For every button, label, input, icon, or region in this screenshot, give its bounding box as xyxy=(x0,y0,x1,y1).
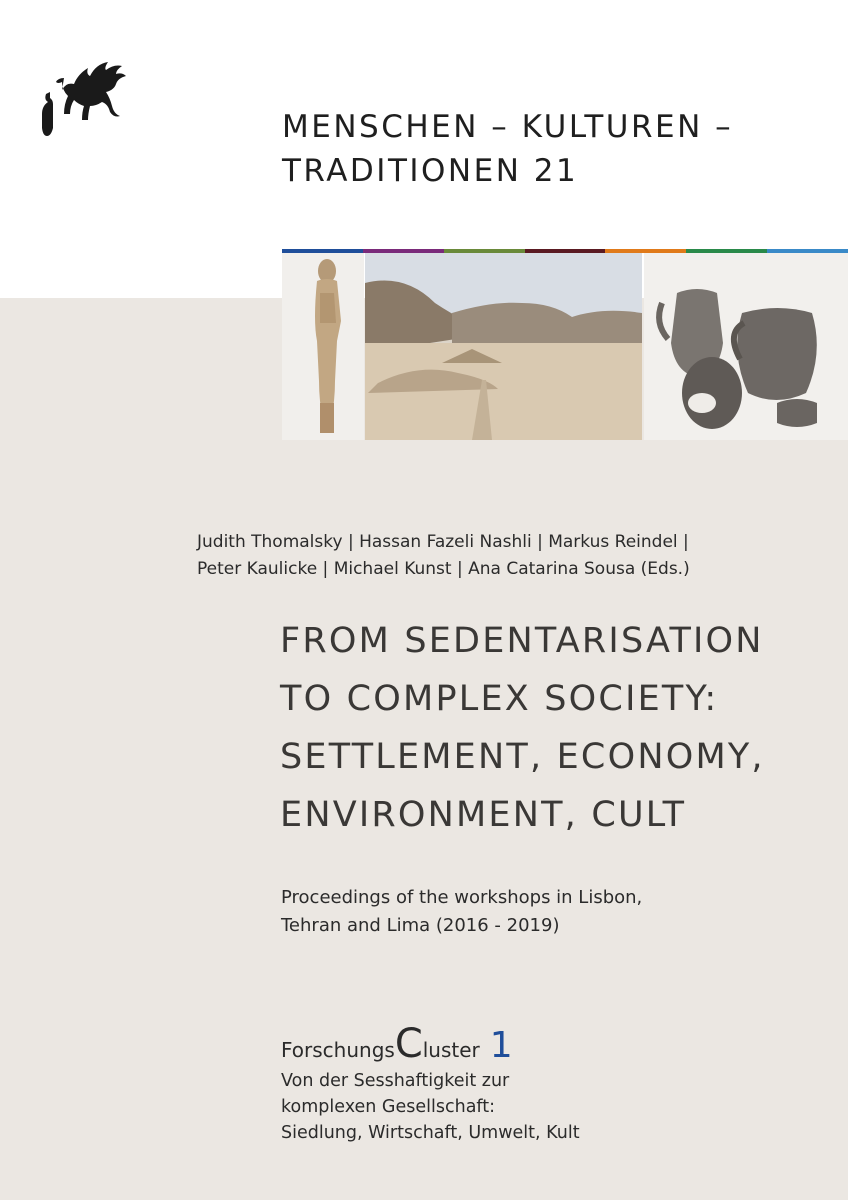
cluster-number: 1 xyxy=(489,1025,513,1066)
editors-line-2: Peter Kaulicke | Michael Kunst | Ana Catarina Sousa (Eds.) xyxy=(197,559,690,579)
book-title-line-4: ENVIRONMENT, CULT xyxy=(280,795,687,835)
cluster-desc-line-2: komplexen Gesellschaft: xyxy=(281,1097,496,1117)
book-title-line-1: FROM SEDENTARISATION xyxy=(280,621,764,661)
subtitle-line-2: Tehran and Lima (2016 - 2019) xyxy=(281,915,560,936)
cluster-word-1: Forschungs xyxy=(281,1038,395,1062)
editors-list xyxy=(197,529,690,583)
editors-line-1: Judith Thomalsky | Hassan Fazeli Nashli | Markus Reindel | xyxy=(197,532,689,552)
landscape-image xyxy=(365,253,642,440)
series-title xyxy=(282,105,733,193)
book-title-line-2: TO COMPLEX SOCIETY: xyxy=(280,679,719,719)
pottery-image xyxy=(644,253,848,440)
griffin-logo-icon xyxy=(42,62,142,142)
book-title-line-3: SETTLEMENT, ECONOMY, xyxy=(280,737,765,777)
cluster-desc-line-3: Siedlung, Wirtschaft, Umwelt, Kult xyxy=(281,1123,580,1143)
figurine-image xyxy=(282,253,364,440)
cluster-word-2: luster xyxy=(422,1038,480,1062)
cluster-description xyxy=(281,1068,580,1146)
series-title-line-2: TRADITIONEN 21 xyxy=(282,153,579,189)
book-title xyxy=(280,612,765,844)
series-title-line-1: MENSCHEN – KULTUREN – xyxy=(282,109,734,145)
subtitle-line-1: Proceedings of the workshops in Lisbon, xyxy=(281,887,643,908)
cluster-big-letter: C xyxy=(394,1021,423,1067)
book-subtitle xyxy=(281,884,642,940)
photo-strip xyxy=(282,253,848,440)
cluster-heading xyxy=(281,1021,513,1067)
cluster-desc-line-1: Von der Sesshaftigkeit zur xyxy=(281,1071,510,1091)
